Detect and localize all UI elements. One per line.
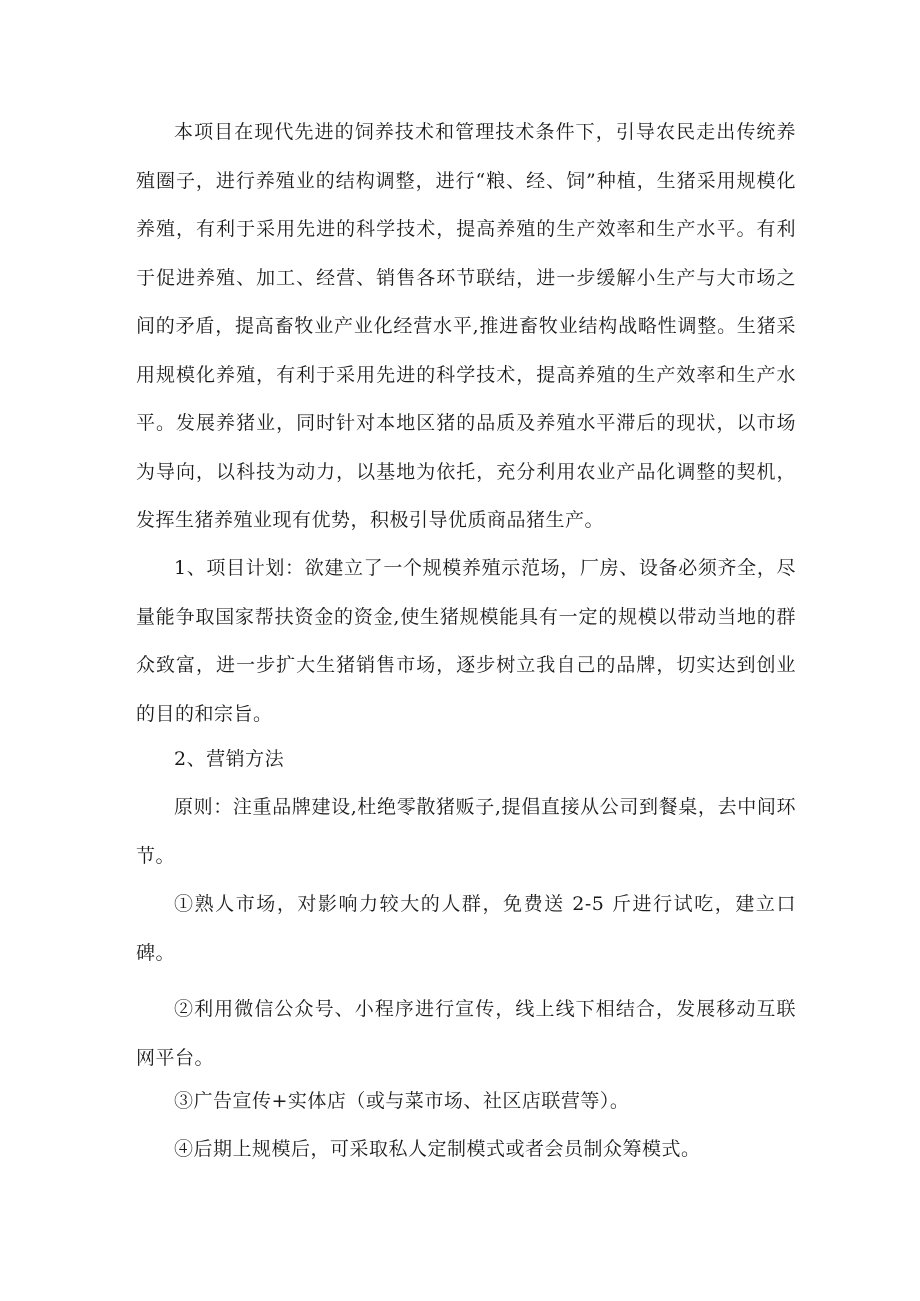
paragraph-project-background: 本项目在现代先进的饲养技术和管理技术条件下，引导农民走出传统养殖圈子，进行养殖业的结构调整，进行“粮、经、饲”种植，生猪采用规模化养殖，有利于采用先进的科学技术，提高养殖的生产效率和生产水平。有利于促进养殖、加工、经营、销售各环节联结，进一步缓解小生产与大市场之间的矛盾，提高畜牧业产业化经营水平,推进畜牧业结构战略性调整。生猪采用规模化养殖，有利于采用先进的科学技术，提高养殖的生产效率和生产水平。发展养猪业，同时针对本地区猪的品质及养殖水平滞后的现状，以市场为导向，以科技为动力，以基地为依托，充分利用农业产品化调整的契机，发挥生猪养殖业现有优势，积极引导优质商品猪生产。 [136,121,796,531]
section-heading-marketing: 2、营销方法 [174,748,285,770]
list-item-advertising-store: ③广告宣传+实体店（或与菜市场、社区店联营等）。 [174,1090,630,1112]
list-item-custom-model: ④后期上规模后，可采取私人定制模式或者会员制众筹模式。 [174,1138,701,1160]
list-item-wechat-promotion: ②利用微信公众号、小程序进行宣传，线上线下相结合，发展移动互联网平台。 [136,998,796,1069]
paragraph-project-plan: 1、项目计划：欲建立了一个规模养殖示范场，厂房、设备必须齐全，尽量能争取国家帮扶资金的资金,使生猪规模能具有一定的规模以带动当地的群众致富，进一步扩大生猪销售市场，逐步树立我自己的品牌，切实达到创业的目的和宗旨。 [136,557,796,725]
paragraph-principle: 原则：注重品牌建设,杜绝零散猪贩子,提倡直接从公司到餐桌，去中间环节。 [136,796,796,867]
list-item-acquaintance-market: ①熟人市场，对影响力较大的人群，免费送 2-5 斤进行试吃，建立口碑。 [136,893,796,964]
